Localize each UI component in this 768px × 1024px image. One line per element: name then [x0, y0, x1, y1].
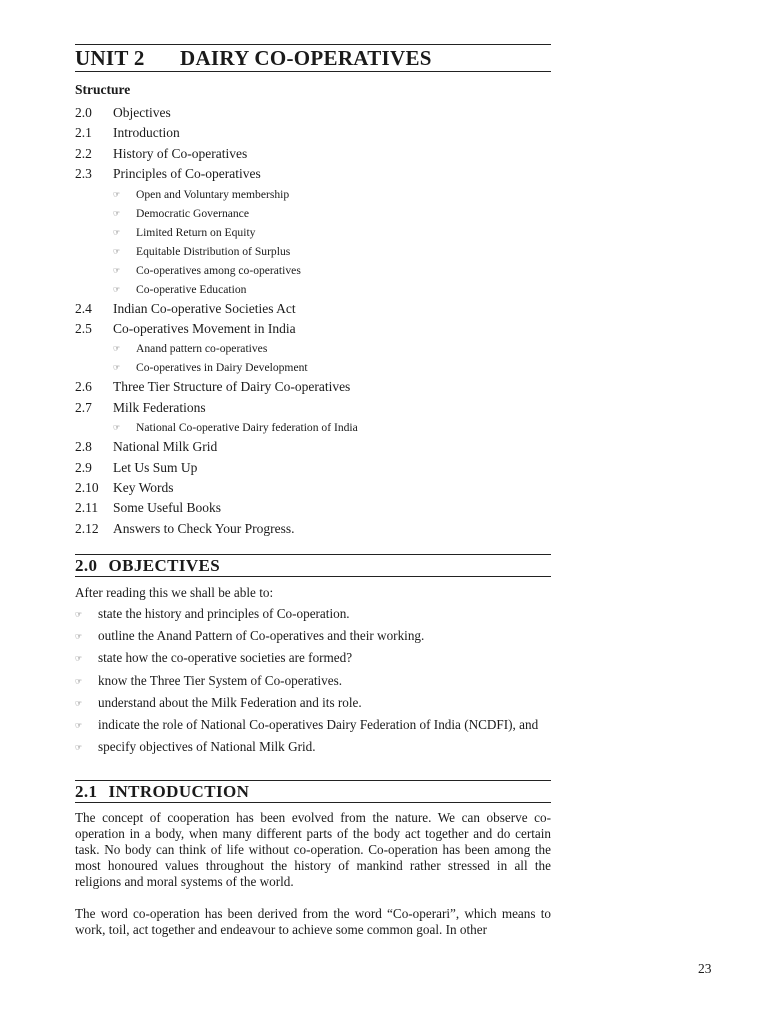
structure-heading: Structure [75, 82, 131, 97]
toc-subitem [75, 242, 551, 261]
introduction-paragraph-1: The concept of cooperation has been evolved from the nature. We can observe co-operation in a body, when many different parts of the body act together and do certain task. No body can think of life without co-operation. Co-operation has been among the most honoured values throughout the history of mankind rather stressed in all the religions and moral systems of the world. [75, 810, 551, 890]
toc-subitem-label: Equitable Distribution of Surplus [136, 244, 291, 258]
toc-item-label: Introduction [113, 125, 180, 141]
objective-text: state the history and principles of Co-operation. [98, 606, 350, 622]
objective-text: state how the co-operative societies are formed? [98, 650, 353, 666]
toc-item-label: National Milk Grid [113, 439, 218, 455]
objective-text: outline the Anand Pattern of Co-operatives and their working. [98, 628, 425, 644]
toc-subitem [75, 280, 551, 299]
objectives-title: OBJECTIVES [108, 555, 221, 575]
objectives-heading [75, 554, 551, 577]
pointing-hand-icon: ☞ [113, 189, 121, 199]
objective-item [75, 673, 551, 690]
pointing-hand-icon: ☞ [75, 721, 83, 731]
toc-item [75, 319, 551, 339]
pointing-hand-icon: ☞ [113, 284, 121, 294]
toc-item-label: Co-operatives Movement in India [113, 320, 296, 336]
toc-item-label: Answers to Check Your Progress. [113, 520, 295, 536]
pointing-hand-icon: ☞ [113, 246, 121, 256]
toc-item [75, 123, 551, 143]
unit-title [75, 44, 551, 72]
toc-item-number: 2.10 [75, 479, 99, 495]
toc-item-label: Objectives [113, 105, 171, 120]
toc-item [75, 103, 551, 123]
toc-item-number: 2.7 [75, 399, 92, 415]
toc-subitem-label: Limited Return on Equity [136, 225, 256, 239]
toc-item-number: 2.12 [75, 520, 99, 536]
objective-item [75, 628, 551, 645]
pointing-hand-icon: ☞ [75, 610, 83, 620]
introduction-title: INTRODUCTION [108, 781, 250, 801]
objectives-number: 2.0 [75, 555, 98, 575]
toc-subitem [75, 204, 551, 223]
pointing-hand-icon: ☞ [75, 654, 83, 664]
pointing-hand-icon: ☞ [113, 423, 121, 433]
toc-subitem-label: Open and Voluntary membership [136, 187, 290, 201]
toc-item-number: 2.5 [75, 320, 92, 336]
toc-subitem-label: Anand pattern co-operatives [136, 342, 268, 356]
toc-item [75, 377, 551, 397]
pointing-hand-icon: ☞ [113, 227, 121, 237]
objective-text: indicate the role of National Co-operatives Dairy Federation of India (NCDFI), and [98, 717, 539, 733]
toc-item [75, 458, 551, 478]
page-number: 23 [698, 961, 712, 976]
toc-item [75, 144, 551, 164]
objectives-intro: After reading this we shall be able to: [75, 585, 274, 601]
toc-subitem [75, 185, 551, 204]
toc-item-number: 2.0 [75, 105, 92, 120]
toc-item-label: Three Tier Structure of Dairy Co-operatives [113, 379, 351, 395]
toc-item-number: 2.6 [75, 379, 92, 395]
toc-item-number: 2.4 [75, 300, 92, 316]
toc-item-number: 2.1 [75, 125, 92, 141]
toc-item-number: 2.3 [75, 166, 92, 182]
objective-text: know the Three Tier System of Co-operatives. [98, 672, 343, 688]
document-page [75, 0, 551, 938]
objective-item [75, 739, 551, 756]
toc-item-label: Some Useful Books [113, 500, 221, 516]
objective-text: understand about the Milk Federation and its role. [98, 694, 362, 710]
toc-item-number: 2.8 [75, 439, 92, 455]
objective-item [75, 650, 551, 667]
toc-subitem [75, 261, 551, 280]
unit-title-text: DAIRY CO-OPERATIVES [180, 45, 432, 70]
toc-item [75, 478, 551, 498]
toc-item-label: Let Us Sum Up [113, 459, 198, 475]
toc-subitem [75, 223, 551, 242]
objective-item [75, 695, 551, 712]
pointing-hand-icon: ☞ [75, 698, 83, 708]
toc-item [75, 498, 551, 518]
toc-subitem-label: Co-operative Education [136, 282, 247, 296]
toc-item-label: Principles of Co-operatives [113, 166, 261, 182]
toc-item [75, 398, 551, 418]
toc-item-number: 2.2 [75, 145, 92, 161]
toc-item-label: Indian Co-operative Societies Act [113, 300, 296, 316]
pointing-hand-icon: ☞ [75, 632, 83, 642]
toc-subitem-label: Democratic Governance [136, 206, 249, 220]
toc-item [75, 299, 551, 319]
introduction-number: 2.1 [75, 781, 98, 801]
toc-subitem-label: Co-operatives in Dairy Development [136, 361, 308, 375]
toc-item-number: 2.9 [75, 459, 92, 475]
toc-item-label: Milk Federations [113, 399, 206, 415]
pointing-hand-icon: ☞ [113, 265, 121, 275]
toc-item-label: Key Words [113, 479, 174, 495]
introduction-paragraph-2: The word co-operation has been derived from the word “Co-operari”, which means to work, toil, act together and endeavour to achieve some common goal. In other [75, 906, 551, 938]
pointing-hand-icon: ☞ [113, 363, 121, 373]
objective-item [75, 606, 551, 623]
pointing-hand-icon: ☞ [75, 676, 83, 686]
toc-subitem [75, 358, 551, 377]
toc-item [75, 437, 551, 457]
toc-item [75, 519, 551, 539]
toc-item-number: 2.11 [75, 500, 99, 516]
toc-subitem [75, 418, 551, 437]
toc-subitem-label: Co-operatives among co-operatives [136, 263, 301, 277]
toc-item [75, 164, 551, 184]
pointing-hand-icon: ☞ [113, 344, 121, 354]
unit-number: UNIT 2 [75, 45, 145, 70]
objective-item [75, 717, 551, 734]
table-of-contents [75, 103, 551, 539]
toc-subitem-label: National Co-operative Dairy federation of India [136, 421, 358, 435]
toc-item-label: History of Co-operatives [113, 145, 248, 161]
toc-subitem [75, 339, 551, 358]
pointing-hand-icon: ☞ [75, 743, 83, 753]
objective-text: specify objectives of National Milk Grid. [98, 739, 316, 755]
introduction-heading [75, 780, 551, 803]
pointing-hand-icon: ☞ [113, 208, 121, 218]
objectives-list [75, 606, 551, 756]
